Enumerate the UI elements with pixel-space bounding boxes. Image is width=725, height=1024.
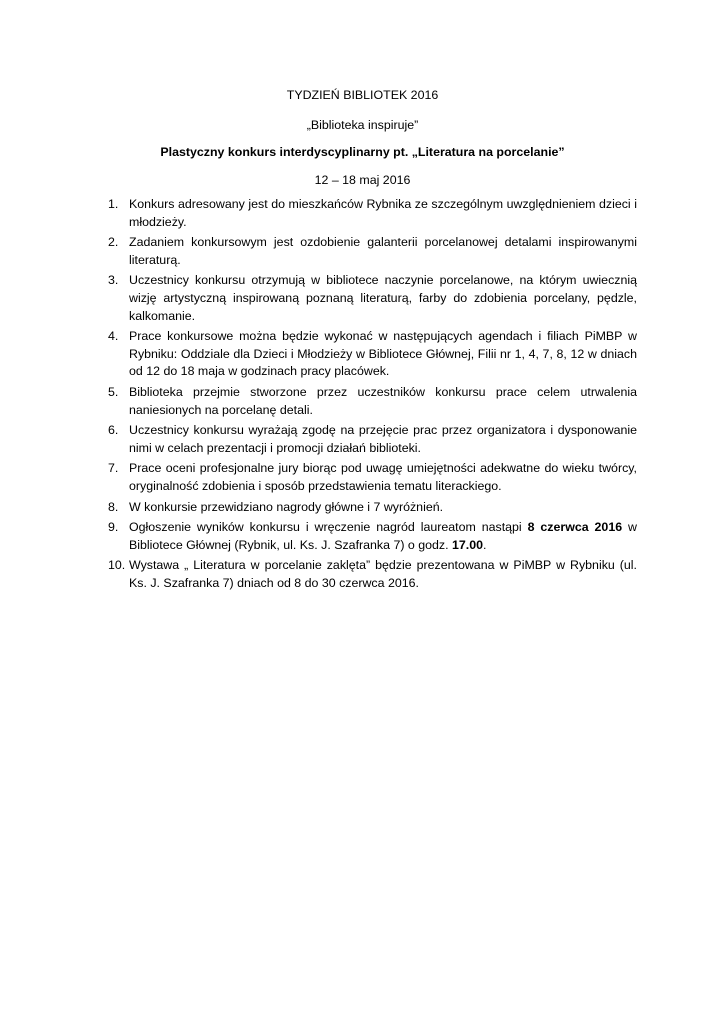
rule-text-after: . bbox=[483, 537, 487, 552]
rule-number: 9. bbox=[108, 520, 119, 535]
rules-list bbox=[108, 196, 637, 595]
rule-number: 10. bbox=[108, 558, 126, 573]
rule-number: 6. bbox=[108, 423, 119, 438]
rule-text-middle: w Bibliotece Głównej (Rybnik, ul. Ks. J. Szafranka 7) o godz. bbox=[129, 520, 637, 552]
rule-text-before: Ogłoszenie wyników konkursu i wręczenie nagród laureatom nastąpi bbox=[129, 520, 528, 535]
rule-item bbox=[108, 272, 637, 325]
rule-number: 1. bbox=[108, 197, 119, 211]
rule-number: 7. bbox=[108, 461, 119, 476]
rule-number: 3. bbox=[108, 273, 119, 288]
rule-text: Uczestnicy konkursu otrzymują w bibliotece naczynie porcelanowe, na którym uwiecznią wizję artystyczną inspirowaną poznaną literaturą, farby do zdobienia porcelany, pędzle, kalkomanie. bbox=[129, 273, 637, 323]
rule-text: W konkursie przewidziano nagrody główne i 7 wyróżnień. bbox=[129, 499, 444, 514]
event-slogan: „Biblioteka inspiruje” bbox=[306, 118, 419, 132]
rule-text: Biblioteka przejmie stworzone przez uczestników konkursu prace celem utrwalenia naniesionych na porcelanę detali. bbox=[129, 384, 637, 417]
rule-number: 2. bbox=[108, 235, 119, 250]
rule-item bbox=[108, 328, 637, 381]
rule-item bbox=[108, 384, 637, 419]
rule-number: 4. bbox=[108, 329, 119, 344]
results-time: 17.00 bbox=[452, 537, 484, 552]
rule-text: Prace konkursowe można będzie wykonać w następujących agendach i filiach PiMBP w Rybniku: Oddziale dla Dzieci i Młodzieży w Bibliotece Głównej, Filii nr 1, 4, 7, 8, 12 w dniach od 12 do 18 maja w godzinach pracy placówek. bbox=[129, 329, 637, 379]
contest-title: Plastyczny konkurs interdyscyplinarny pt. „Literatura na porcelanie” bbox=[160, 145, 565, 159]
rule-item bbox=[108, 519, 637, 554]
rule-text: Prace oceni profesjonalne jury biorąc pod uwagę umiejętności adekwatne do wieku twórcy, oryginalność zdobienia i sposób przedstawienia tematu literackiego. bbox=[129, 461, 637, 493]
rule-item bbox=[108, 234, 637, 269]
rule-text: Wystawa „ Literatura w porcelanie zaklęta” będzie prezentowana w PiMBP w Rybniku (ul. Ks. J. Szafranka 7) dniach od 8 do 30 czerwca 2016. bbox=[129, 558, 637, 590]
rule-text: Zadaniem konkursowym jest ozdobienie galanterii porcelanowej detalami inspirowanymi literaturą. bbox=[129, 235, 637, 267]
rule-text bbox=[129, 519, 637, 554]
rule-item bbox=[108, 422, 637, 457]
rule-item bbox=[108, 196, 637, 231]
rule-number: 8. bbox=[108, 499, 119, 514]
rule-text: Konkurs adresowany jest do mieszkańców Rybnika ze szczególnym uwzględnieniem dzieci i młodzieży. bbox=[129, 197, 637, 229]
rule-item bbox=[108, 460, 637, 495]
results-date: 8 czerwca 2016 bbox=[527, 520, 623, 535]
rule-number: 5. bbox=[108, 384, 119, 399]
document-title: TYDZIEŃ BIBLIOTEK 2016 bbox=[286, 88, 439, 102]
rule-item bbox=[108, 557, 637, 592]
rule-item bbox=[108, 499, 637, 517]
event-dates: 12 – 18 maj 2016 bbox=[314, 173, 411, 187]
rule-text: Uczestnicy konkursu wyrażają zgodę na przejęcie prac przez organizatora i dysponowanie nimi w celach prezentacji i promocji działań biblioteki. bbox=[129, 423, 637, 455]
